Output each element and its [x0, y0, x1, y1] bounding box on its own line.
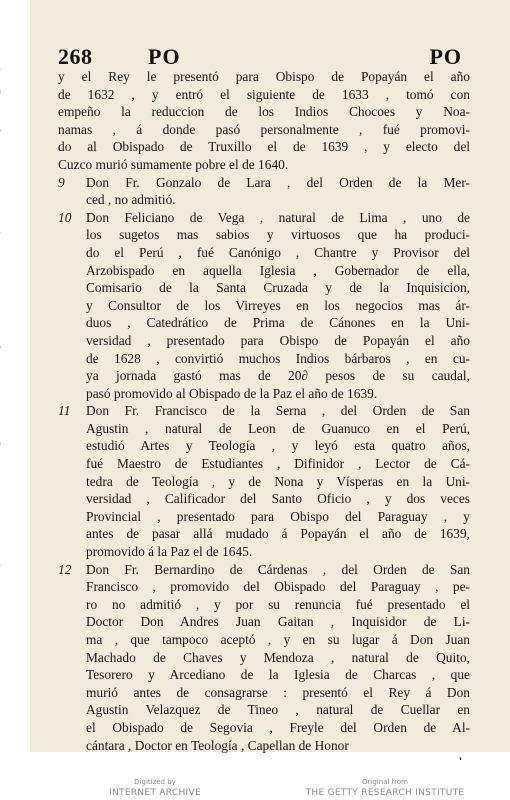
- footer-original-label: Original from: [362, 778, 408, 786]
- text-line: empeño la reduccion de los Indios Chocoes y Noa-: [58, 104, 470, 120]
- text-line: Don Feliciano de Vega , natural de Lima , uno de: [86, 209, 470, 225]
- text-line: Machado de Chaves y Mendoza , natural de Quito,: [86, 649, 470, 665]
- text-line: Francisco , promovido del Obispado del Paraguay , pe-: [86, 579, 470, 595]
- paragraph: [58, 402, 470, 560]
- text-line: cántara , Doctor en Teología , Capellan de Honor: [86, 737, 349, 753]
- footer-original: [300, 778, 470, 799]
- text-line: do al Obispado de Truxillo el de 1639 , y electo del: [58, 139, 470, 155]
- paragraph: [58, 174, 470, 209]
- text-line: promovido á la Paz el de 1645.: [86, 544, 253, 560]
- text-line: de 1632 , y entró el siguiente de 1633 , tomó con: [58, 86, 470, 102]
- text-line: fué Maestro de Estudiantes , Difinidor , Lector de Cá-: [86, 456, 470, 472]
- hathitrust-watermark: [0, 60, 2, 754]
- text-line: Doctor Don Andres Juan Gaitan , Inquisidor de Li-: [86, 614, 470, 630]
- text-line: Arzobispado en aquella Iglesia , Gobernador de ella,: [86, 262, 470, 278]
- text-line: duos , Catedrático de Prima de Cánones en la Uni-: [86, 315, 470, 331]
- text-line: pasó promovido al Obispado de la Paz el año de 1639.: [86, 385, 378, 401]
- paragraph-number: 10: [58, 209, 72, 225]
- footer-original-source: THE GETTY RESEARCH INSTITUTE: [305, 788, 465, 798]
- text-line: ro no admitió , y por su renuncia fué presentado el: [86, 596, 470, 612]
- paragraph-number: 9: [58, 174, 65, 190]
- text-line: de 1628 , convirtió muchos Indios bárbaros , en cu-: [86, 350, 470, 366]
- text-line: ced , no admitió.: [86, 192, 176, 208]
- paragraph-number: 12: [58, 561, 72, 577]
- text-line: Comisario de la Santa Cruzada y de la Inquisicion,: [86, 280, 470, 296]
- text-line: murió antes de consagrarse : presentó el Rey á Don: [86, 684, 470, 700]
- text-line: Agustin , natural de Leon de Guanuco en el Perú,: [86, 420, 470, 436]
- page-header: [58, 44, 468, 70]
- paragraph-number: 11: [58, 403, 71, 419]
- text-line: versidad , presentado para Obispo de Popayán el año: [86, 332, 470, 348]
- running-head-right: PO: [429, 44, 462, 69]
- text-line: tedra de Teología , y de Nona y Vísperas en la Uni-: [86, 473, 470, 489]
- page-footer: [0, 760, 510, 800]
- text-line: Don Fr. Bernardino de Cárdenas , del Orden de San: [86, 561, 470, 577]
- text-line: y el Rey le presentó para Obispo de Popayán el año: [58, 69, 470, 84]
- running-head-left: PO: [148, 44, 181, 69]
- page-body: [58, 68, 470, 772]
- text-line: antes de pasar allá mudado á Popayán el año de 1639,: [86, 526, 470, 542]
- text-line: el Obispado de Segovia , Freyle del Orden de Al-: [86, 719, 470, 735]
- text-line: Don Fr. Gonzalo de Lara , del Orden de la Mer-: [86, 174, 470, 190]
- footer-digitized-label: Digitized by: [134, 778, 176, 786]
- page-number: 268: [58, 44, 93, 69]
- text-line: do el Perú , fué Canónigo , Chantre y Provisor del: [86, 244, 470, 260]
- text-line: Don Fr. Francisco de la Serna , del Orden de San: [86, 403, 470, 419]
- text-line: estudió Artes y Teología , y leyó esta quatro años,: [86, 438, 470, 454]
- paragraph: [58, 68, 470, 174]
- text-line: Agustin Velazquez de Tineo , natural de Cuellar en: [86, 702, 470, 718]
- paragraph: [58, 561, 470, 755]
- footer-digitizer-name: INTERNET ARCHIVE: [109, 788, 201, 798]
- text-line: ya jornada gastó mas de 20∂ pesos de su caudal,: [86, 368, 470, 384]
- text-line: Provincial , presentado para Obispo del Paraguay , y: [86, 508, 470, 524]
- text-line: Cuzco murió sumamente pobre el de 1640.: [58, 156, 289, 172]
- left-margin: [0, 0, 30, 760]
- text-line: ma , que tampoco aceptó , y en su lugar á Don Juan: [86, 632, 470, 647]
- text-line: Tesorero y Arcediano de la Iglesia de Charcas , que: [86, 667, 470, 683]
- text-line: versidad , Calificador del Santo Oficio , y dos veces: [86, 491, 470, 507]
- text-line: los sugetos mas sabios y virtuosos que ha produci-: [86, 227, 470, 243]
- text-line: y Consultor de los Virreyes en los negocios mas ár-: [86, 297, 470, 313]
- text-line: namas , á donde pasó personalmente , fué promovi-: [58, 121, 470, 137]
- paragraph: [58, 209, 470, 403]
- footer-digitized: [75, 778, 235, 799]
